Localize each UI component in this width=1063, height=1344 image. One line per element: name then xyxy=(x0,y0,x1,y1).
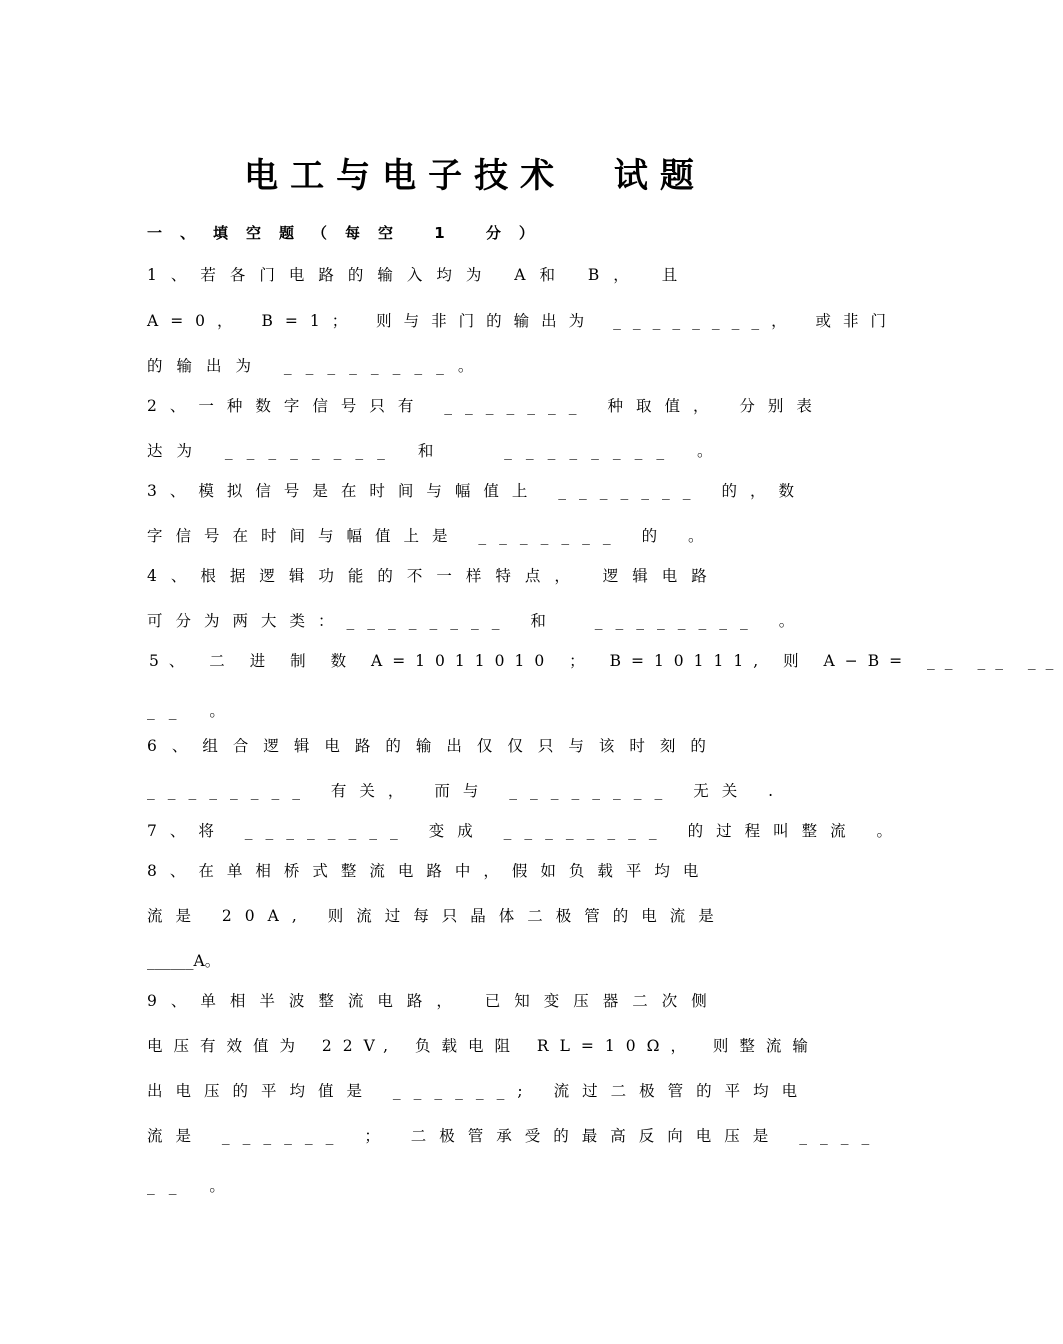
section-heading: 一、填空题（每空 1 分） xyxy=(147,224,552,242)
question-line: 达为 ________ 和 ________ 。 xyxy=(147,442,727,460)
question-line: 3、模拟信号是在时间与幅值上 _______ 的，数 xyxy=(147,482,807,500)
question-line: 6、组合逻辑电路的输出仅仅只与该时刻的 xyxy=(147,737,721,755)
question-line: 7、将 ________ 变成 ________ 的过程叫整流 。 xyxy=(147,822,905,840)
question-line: 字信号在时间与幅值上是 _______ 的 。 xyxy=(147,527,717,545)
page-title: 电工与电子技术 试题 xyxy=(244,156,706,196)
question-line: 流是 ______ ； 二极管承受的最高反向电压是 ____ xyxy=(147,1127,883,1145)
question-line: A=0， B=1； 则与非门的输出为 ________， 或非门 xyxy=(147,312,898,330)
question-line: 流是 20A, 则流过每只晶体二极管的电流是 xyxy=(147,907,727,925)
question-line: 5、 二 进 制 数 A=1011010 ； B=10111, 则 A−B= __ __ __ xyxy=(149,652,1063,670)
question-line: __ 。 xyxy=(147,702,239,720)
question-line: 4、根据逻辑功能的不一样特点， 逻辑电路 xyxy=(147,567,721,585)
question-line: 出电压的平均值是 ______; 流过二极管的平均电 xyxy=(147,1082,811,1100)
question-line: 8、在单相桥式整流电路中，假如负载平均电 xyxy=(147,862,712,880)
question-line: 2、一种数字信号只有 _______ 种取值， 分别表 xyxy=(147,397,825,415)
question-line: ______A。 xyxy=(147,952,221,970)
question-line: __ 。 xyxy=(147,1177,239,1195)
question-line: ________ 有关， 而与 ________ 无关 . xyxy=(147,782,787,800)
question-line: 电压有效值为 22V, 负载电阻 RL=10Ω， 则整流输 xyxy=(147,1037,819,1055)
question-line: 9、单相半波整流电路， 已知变压器二次侧 xyxy=(147,992,721,1010)
question-line: 的输出为 ________。 xyxy=(147,357,488,375)
question-line: 可分为两大类：________ 和 ________ 。 xyxy=(147,612,808,630)
question-line: 1、若各门电路的输入均为 A和 B， 且 xyxy=(147,266,692,284)
